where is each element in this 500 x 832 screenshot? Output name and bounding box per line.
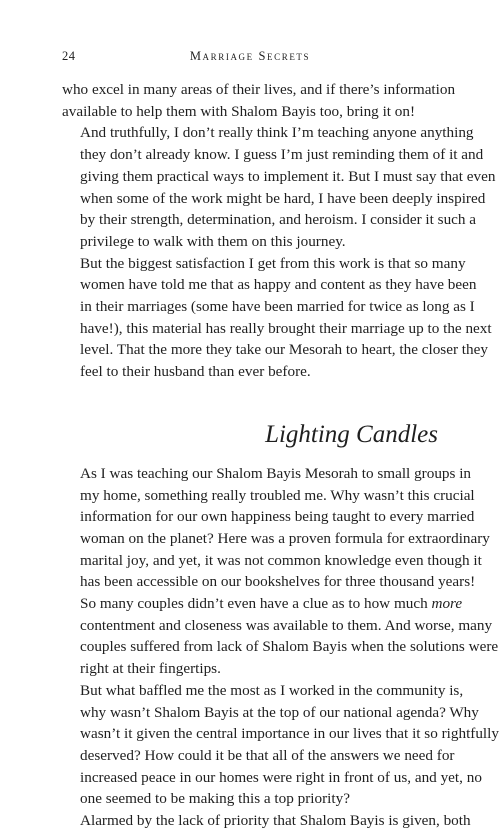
text-line: privilege to walk with them on this journey. [80, 232, 346, 250]
running-title: Marriage Secrets [189, 49, 311, 63]
text-line: contentment and closeness was available to them. And worse, many [80, 616, 493, 634]
text-line: As I was teaching our Shalom Bayis Mesorah to small groups in [80, 464, 472, 482]
text-line: by their strength, determination, and heroism. I consider it such a [80, 211, 477, 229]
section-title: Lighting Candles [265, 420, 438, 448]
text-line: right at their fingertips. [80, 660, 221, 678]
text-line: giving them practical ways to implement it. But I must say that even [80, 167, 496, 185]
text-line: And truthfully, I don’t really think I’m teaching anyone anything [80, 124, 474, 142]
text-line: available to help them with Shalom Bayis too, bring it on! [62, 102, 416, 120]
paragraph [62, 79, 456, 122]
text-line: Alarmed by the lack of priority that Shalom Bayis is given, both [80, 812, 471, 830]
paragraph [62, 463, 499, 680]
paragraph [62, 122, 496, 252]
text-line: has been accessible on our bookshelves for three thousand years! [80, 573, 476, 591]
text-line: who excel in many areas of their lives, and if there’s information [62, 81, 456, 98]
text-line: have!), this material has really brought their marriage up to the next [80, 319, 492, 337]
text-line: couples suffered from lack of Shalom Bayis when the solutions were [80, 638, 499, 656]
text-line: woman on the planet? Here was a proven formula for extraordinary [80, 529, 490, 547]
paragraph [62, 680, 499, 810]
text-line: level. That the more they take our Mesorah to heart, the closer they [80, 341, 488, 359]
paragraph [62, 253, 492, 383]
text-line: information for our own happiness being taught to every married [80, 508, 475, 526]
text-line: why wasn’t Shalom Bayis at the top of our national agenda? Why [80, 703, 479, 721]
paragraphs-before-section [62, 79, 496, 383]
text-line: one seemed to be making this a top priority? [80, 790, 350, 808]
text-line: feel to their husband than ever before. [80, 363, 311, 381]
page-header [62, 49, 438, 69]
page-number: 24 [62, 49, 76, 63]
text-line: wasn’t it given the central importance in our lives that it so rightfully [80, 725, 499, 743]
text-line: deserved? How could it be that all of the answers we need for [80, 746, 455, 764]
emphasis: more [431, 595, 463, 613]
body-text [62, 79, 499, 832]
text-line: marital joy, and yet, it was not common knowledge even though it [80, 551, 482, 569]
paragraphs-after-section [62, 463, 499, 832]
paragraph [62, 810, 471, 832]
text-line: when some of the work might be hard, I have been deeply inspired [80, 189, 486, 207]
text-line: But what baffled me the most as I worked in the community is, [80, 681, 464, 699]
text-line: But the biggest satisfaction I get from this work is that so many [80, 254, 466, 272]
text-line: in their marriages (some have been married for twice as long as I [80, 298, 475, 316]
text-line: increased peace in our homes were right in front of us, and yet, no [80, 768, 482, 786]
text-line: women have told me that as happy and content as they have been [80, 276, 477, 294]
text-line: So many couples didn’t even have a clue as to how much more [80, 595, 463, 613]
text-line: they don’t already know. I guess I’m just reminding them of it and [80, 146, 484, 164]
text-line: my home, something really troubled me. Why wasn’t this crucial [80, 486, 475, 504]
